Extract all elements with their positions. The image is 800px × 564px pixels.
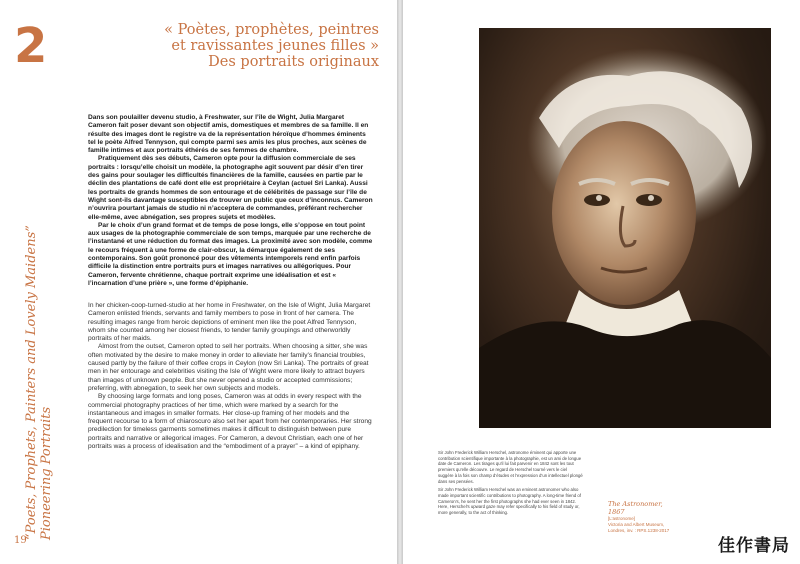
- french-paragraph: Pratiquement dès ses débuts, Cameron opte pour la diffusion commerciale de ses portraits : lorsqu’elle choisit un modèle, la photographe agit souvent par désir d’en tirer des gains pour soulager les difficultés financières de la famille, causées en partie par le déclin des plantations de café dont elle est propriétaire à Ceylan (actuel Sri Lanka). Aussi les portraits de grands hommes de son entourage et de célébrités de passage sur l’île de Wight sont-ils davantage susceptibles de trouver un public que ceux d’inconnus. Cameron n’ouvrira pourtant jamais de studio ni n’acceptera de commandes, préférant rechercher elle-même, avec abnégation, ses propres sujets et modèles.: [88, 155, 373, 221]
- english-paragraph: In her chicken-coop-turned-studio at her home in Freshwater, on the Isle of Wight, Julia Margaret Cameron enlisted friends, servants and family members to pose in front of her camera. The resulting images range from heroic depictions of eminent men like the poet Alfred Tennyson, whom she counted among her closest friends, to tender family groupings and otherworldly portraits of her maids.: [88, 302, 371, 343]
- page-number: 19: [14, 535, 27, 546]
- artwork-label: [608, 500, 678, 534]
- english-paragraph: By choosing large formats and long poses, Cameron was at odds in every respect with the commercial photography practices of her time, which were marked by a search for the instantaneous and images in smaller formats. Her close-up framing of her models and the frequent recourse to a form of chiaroscuro also set her apart from her contemporaries. Her strong predilection for timeless garments sometimes makes it difficult to distinguish between pure portraits and narrative or allegorical images. For Cameron, a devout Christian, each one of her portraits was a process of idealisation and the “embodiment of a prayer” – a kind of epiphany.: [88, 393, 372, 451]
- french-paragraph: Par le choix d’un grand format et de temps de pose longs, elle s’oppose en tout point aux usages de la photographie commerciale de son temps, marquée par une recherche de l’instantané et une réduction du format des images. La proximité avec son modèle, comme le recours fréquent à une forme de clair-obscur, la démarque également de ses contemporains. Son goût prononcé pour des vêtements intemporels rend enfin parfois difficile la distinction entre portraits purs et images narratives ou allégoriques. Pour Cameron, fervente chrétienne, chaque portrait exprime une idéalisation et est « l’incarnation d’une prière », une forme d’épiphanie.: [88, 221, 373, 287]
- caption-french: Sir John Frederick William Herschel, astronome éminent qui apporte une contribution scientifique importante à la photographie, est un ami de longue date de Cameron. Les tirages qu’il lui fait parvenir en 1842 sont les tout premiers qu’elle découvre. Le regard de Herschel tourné vers le ciel suggère à la fois son champ d’études et l’expression d’un intellectuel plongé dans ses pensées.: [438, 450, 583, 484]
- caption-english: Sir John Frederick William Herschel was an eminent astronomer who also made important scientific contributions to photography. A long-time friend of Cameron’s, he sent her the first photographs she had ever seen in 1842. Here, Herschel’s upward gaze may refer specifically to his field of study or, more generally, to the act of thinking.: [438, 487, 581, 516]
- chapter-title: [139, 22, 379, 70]
- artwork-title: The Astronomer, 1867: [608, 500, 663, 516]
- right-page: [403, 0, 800, 564]
- photo-caption: [438, 450, 583, 519]
- chapter-number: 2: [14, 18, 48, 74]
- chapter-title-line: Des portraits originaux: [208, 54, 379, 70]
- french-body-text: [88, 114, 373, 288]
- english-paragraph: Almost from the outset, Cameron opted to sell her portraits. When choosing a sitter, she was often motivated by the desire to make money in order to alleviate her family’s financial troubles, caused partly by the failure of their coffee crops in Ceylon (now Sri Lanka). The portraits of great men in her entourage and celebrities visiting the Isle of Wight were more likely to attract buyers than images of unknown people. But she never opened a studio or accepted commissions; preferring, with abnegation, to seek her own subjects and models.: [88, 343, 369, 392]
- english-body-text: [88, 302, 373, 451]
- portrait-illustration: [479, 28, 771, 428]
- publisher-logo: 佳作書局: [718, 536, 790, 556]
- artwork-credit-line: Londres, inv. : RPS.1238-2017: [608, 528, 670, 533]
- herschel-portrait-photograph: [479, 28, 771, 428]
- chapter-title-line: « Poètes, prophètes, peintres: [164, 22, 379, 38]
- artwork-subtitle: [L’astronome]: [608, 516, 636, 521]
- vertical-title-line: Pioneering Portraits: [39, 406, 54, 540]
- french-paragraph: Dans son poulailler devenu studio, à Freshwater, sur l’île de Wight, Julia Margaret Cameron fait poser devant son objectif amis, domestiques et membres de sa famille. Il en résulte des images dont le registre va de la représentation héroïque d’hommes éminents tel le poète Alfred Tennyson, qui compte parmi ses amis les plus proches, aux scènes de famille intimes et aux portraits éthérés de ses femmes de chambre.: [88, 114, 369, 155]
- vertical-english-title: [24, 210, 54, 540]
- chapter-title-line: et ravissantes jeunes filles »: [171, 38, 379, 54]
- vertical-title-line: “Poets, Prophets, Painters and Lovely Maidens”: [24, 225, 39, 540]
- artwork-credit-line: Victoria and Albert Museum,: [608, 522, 665, 527]
- left-page: [0, 0, 397, 564]
